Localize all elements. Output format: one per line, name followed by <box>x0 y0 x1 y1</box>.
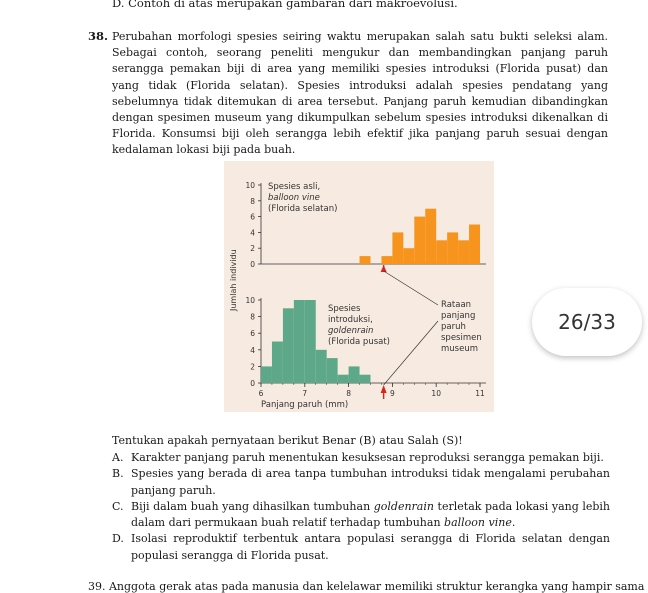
x-tick-label: 7 <box>302 389 308 398</box>
statement-a <box>112 450 610 466</box>
top-histogram-bar <box>469 225 480 265</box>
top-y-tick-label: 0 <box>250 260 255 269</box>
top-histogram-bar <box>414 217 425 264</box>
statement-text: Isolasi reproduktif terbentuk antara populasi serangga di Florida selatan dengan populasi serangga di Florida pusat. <box>131 532 610 562</box>
bottom-y-tick-label: 8 <box>250 312 255 322</box>
x-tick-label: 9 <box>390 389 395 398</box>
bottom-histogram-bar <box>360 375 371 383</box>
statement-b <box>112 466 610 499</box>
top-histogram-bar <box>458 240 469 264</box>
bottom-histogram-bar <box>272 342 283 384</box>
statement-letter: A. <box>112 451 124 464</box>
top-y-tick-label: 10 <box>245 181 255 190</box>
next-question-39: 39. Anggota gerak atas pada manusia dan kelelawar memiliki struktur kerangka yang hampir sama <box>88 580 645 593</box>
top-histogram-bar <box>403 248 414 264</box>
x-axis-label: Panjang paruh (mm) <box>261 400 349 410</box>
top-histogram-bar <box>360 256 371 264</box>
y-axis-label: Jumlah individu <box>229 249 238 311</box>
statement-letter: D. <box>112 532 124 546</box>
mean-callout-line-top <box>384 271 438 305</box>
statement-list <box>112 450 610 564</box>
bottom-histogram-bar <box>305 300 316 383</box>
bottom-y-tick-label: 10 <box>245 296 255 305</box>
bottom-histogram-bar <box>338 375 349 383</box>
statement-text: Biji dalam buah yang dihasilkan tumbuhan goldenrain terletak pada lokasi yang lebih dalam dari permukaan buah relatif terhadap tumbuhan balloon vine. <box>131 499 611 530</box>
bottom-histogram-bar <box>283 308 294 383</box>
bottom-panel-label-4: (Florida pusat) <box>328 337 390 347</box>
mean-label-3: paruh <box>441 322 466 332</box>
bottom-histogram-bar <box>294 300 305 383</box>
bottom-histogram-bar <box>327 358 338 383</box>
beak-length-histogram-figure <box>224 161 494 412</box>
top-panel-label-1: Spesies asli, <box>268 182 321 192</box>
bottom-panel-label-1: Spesies <box>328 304 361 314</box>
top-y-tick-label: 2 <box>250 244 255 254</box>
previous-option-d: D. Contoh di atas merupakan gambaran dari makroevolusi. <box>112 0 458 10</box>
top-y-tick-label: 8 <box>250 196 255 206</box>
bottom-histogram-bar <box>261 366 272 383</box>
x-tick-label: 11 <box>475 389 485 398</box>
bottom-y-tick-label: 0 <box>250 379 255 388</box>
top-panel-label-2: balloon vine <box>268 193 320 203</box>
mean-label-4: spesimen <box>441 333 482 343</box>
bottom-histogram-bar <box>316 350 327 383</box>
bottom-y-tick-label: 4 <box>250 345 255 355</box>
top-histogram-bar <box>436 240 447 264</box>
top-histogram-bar <box>392 232 403 264</box>
statement-text: Spesies yang berada di area tanpa tumbuhan introduksi tidak mengalami perubahan panjang paruh. <box>131 467 610 497</box>
x-tick-label: 10 <box>431 389 441 398</box>
top-panel-label-3: (Florida selatan) <box>268 204 338 214</box>
statement-letter: C. <box>112 499 124 513</box>
histogram-svg <box>224 161 494 412</box>
bottom-histogram-bar <box>349 366 360 383</box>
top-mean-arrowhead <box>381 265 387 272</box>
mean-label-5: museum <box>441 344 478 354</box>
top-y-tick-label: 4 <box>250 228 255 238</box>
x-tick-label: 8 <box>346 389 351 398</box>
statement-text: Karakter panjang paruh menentukan kesuksesan reproduksi serangga pemakan biji. <box>131 451 604 464</box>
bottom-panel-label-3: goldenrain <box>328 326 374 336</box>
mean-label-1: Rataan <box>441 300 472 310</box>
top-histogram-bar <box>447 232 458 264</box>
question-text: Perubahan morfologi spesies seiring waktu merupakan salah satu bukti seleksi alam. Sebagai contoh, seorang peneliti mengukur dan membandingkan panjang paruh serangga pemakan biji di area yang memiliki spesies introduksi (Florida pusat) dan yang tidak (Florida selatan). Spesies introduksi adalah spesies pendatang yang sebelumnya tidak ditemukan di area tersebut. Panjang paruh kemudian dibandingkan dengan spesimen museum yang dikumpulkan sebelum spesies introduksi dikenalkan di Florida. Konsumsi biji oleh serangga lebih efektif jika panjang paruh sesuai dengan kedalaman lokasi biji pada buah. <box>112 30 608 157</box>
bottom-y-tick-label: 6 <box>250 329 255 339</box>
question-number: 38. <box>88 29 109 43</box>
bottom-y-tick-label: 2 <box>250 362 255 372</box>
top-histogram-bar <box>381 256 392 264</box>
bottom-panel-label-2: introduksi, <box>328 315 373 325</box>
mean-callout-line-bottom <box>384 321 438 385</box>
bottom-mean-arrowhead <box>381 385 387 393</box>
statement-letter: B. <box>112 467 124 481</box>
statement-c <box>112 499 610 532</box>
page-indicator-badge[interactable]: 26/33 <box>532 288 642 356</box>
statement-d <box>112 531 610 564</box>
x-tick-label: 6 <box>258 389 264 398</box>
mean-label-2: panjang <box>441 311 476 321</box>
top-histogram-bar <box>425 209 436 264</box>
top-y-tick-label: 6 <box>250 212 255 222</box>
instruction-text: Tentukan apakah pernyataan berikut Benar (B) atau Salah (S)! <box>112 434 463 447</box>
